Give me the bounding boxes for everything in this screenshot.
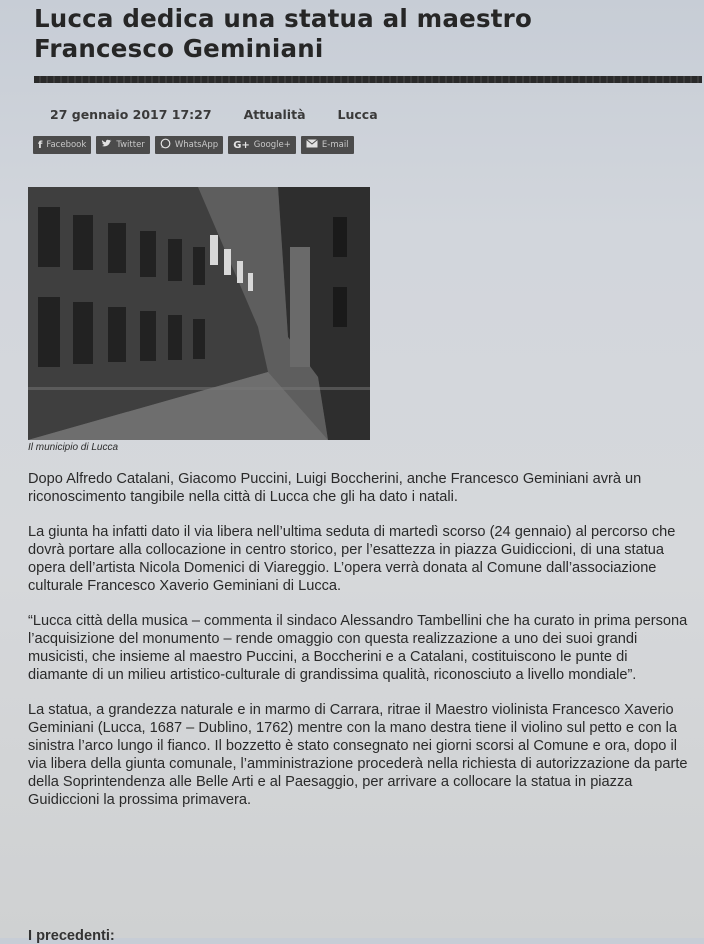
share-twitter-button[interactable] <box>96 136 150 154</box>
article-photo <box>28 187 370 440</box>
share-twitter-label: Twitter <box>116 140 145 150</box>
article-body <box>28 470 688 826</box>
title-divider <box>34 76 702 83</box>
share-whatsapp-button[interactable] <box>155 136 223 154</box>
section-heading-truncated: I precedenti: <box>28 928 115 944</box>
paragraph: “Lucca città della musica – commenta il sindaco Alessandro Tambellini che ha curato in prima persona l’acquisizione del monumento – rende omaggio con questa realizzazione a uno dei suoi grandi musicisti, che insieme al maestro Puccini, a Boccherini e a Catalani, costituiscono le punte di diamante di un milieu artistico-culturale di grandissima qualità, riconosciuto a livello mondiale”. <box>28 613 688 683</box>
share-facebook-label: Facebook <box>46 140 87 150</box>
paragraph: La statua, a grandezza naturale e in marmo di Carrara, ritrae il Maestro violinista Francesco Xaverio Geminiani (Lucca, 1687 – Dublino, 1762) mentre con la mano destra tiene il violino sul petto e con la sinistra l’arco lungo il fianco. Il bozzetto è stato consegnato nei giorni scorsi al Comune e ora, dopo il via libera della giunta comunale, l’amministrazione procederà nella richiesta di autorizzazione da parte della Soprintendenza alle Belle Arti e al Paesaggio, per arrivare a collocare la statua in piazza Guidiccioni la prossima primavera. <box>28 702 688 808</box>
share-email-button[interactable] <box>301 136 354 154</box>
article-meta <box>50 107 378 122</box>
share-email-label: E-mail <box>321 140 349 150</box>
article-date: 27 gennaio 2017 17:27 <box>50 107 212 122</box>
share-bar <box>33 136 354 154</box>
share-facebook-button[interactable] <box>33 136 91 154</box>
google-plus-icon: G+ <box>233 139 250 151</box>
share-googleplus-button[interactable] <box>228 136 296 154</box>
facebook-icon: f <box>38 139 43 151</box>
envelope-icon <box>306 139 318 151</box>
share-whatsapp-label: WhatsApp <box>174 140 219 150</box>
photo-caption: Il municipio di Lucca <box>28 442 119 453</box>
article-title: Lucca dedica una statua al maestro Francesco Geminiani <box>34 4 532 63</box>
article-category[interactable]: Attualità <box>243 107 306 122</box>
share-googleplus-label: Google+ <box>253 140 291 150</box>
twitter-icon <box>101 139 112 151</box>
article-location[interactable]: Lucca <box>337 107 378 122</box>
paragraph: Dopo Alfredo Catalani, Giacomo Puccini, Luigi Boccherini, anche Francesco Geminiani avrà un riconoscimento tangibile nella città di Lucca che gli ha dato i natali. <box>28 471 642 505</box>
paragraph: La giunta ha infatti dato il via libera nell’ultima seduta di martedì scorso (24 gennaio) al percorso che dovrà portare alla collocazione in centro storico, per l’esattezza in piazza Guidiccioni, di una statua opera dell’artista Nicola Domenici di Viareggio. L’opera verrà donata al Comune dall’associazione culturale Francesco Xaverio Geminiani di Lucca. <box>28 524 676 594</box>
whatsapp-icon <box>160 138 171 152</box>
